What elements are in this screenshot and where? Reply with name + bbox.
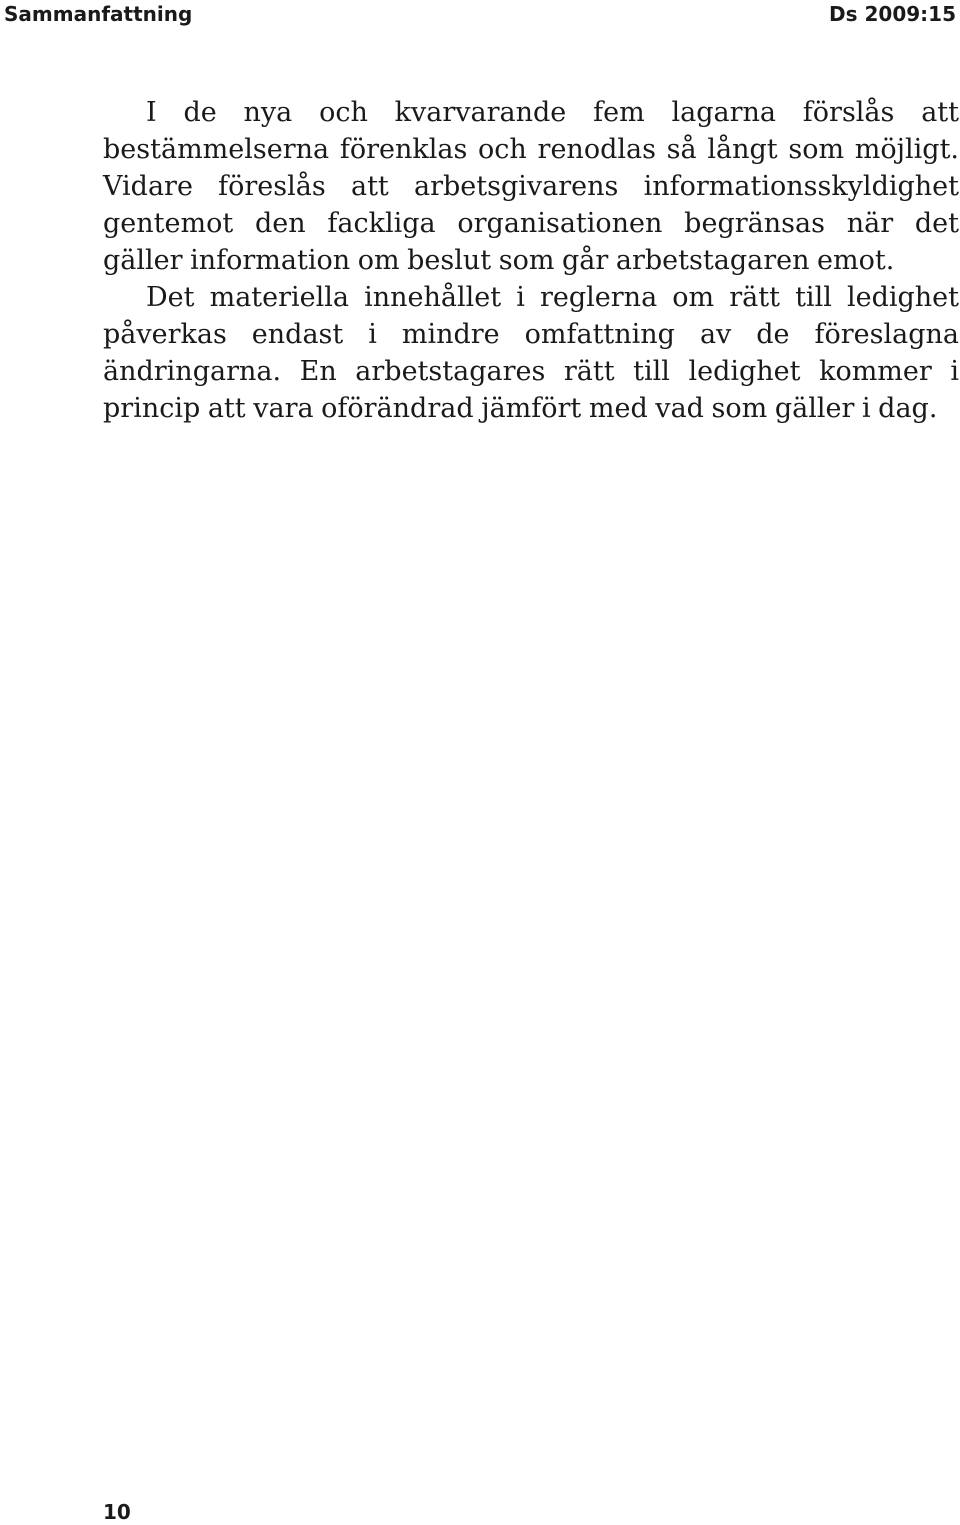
paragraph-2: Det materiella innehållet i reglerna om rätt till ledighet påverkas endast i mindre omfattning av de föreslagna ändringarna. En arbetstagares rätt till ledighet kommer i princip att vara oförändrad jämfört med vad som gäller i dag. [103, 282, 959, 424]
paragraph-1: I de nya och kvarvarande fem lagarna förslås att bestämmelserna förenklas och renodlas så långt som möjligt. Vidare föreslås att arbetsgivarens informationsskyldighet gentemot den fackliga organisationen begränsas när det gäller information om beslut som går arbetstagaren emot. [103, 97, 959, 276]
page-number: 10 [103, 1500, 131, 1524]
body-text [103, 94, 959, 427]
running-header-section-title: Sammanfattning [4, 2, 193, 26]
running-header-document-id: Ds 2009:15 [829, 2, 956, 26]
